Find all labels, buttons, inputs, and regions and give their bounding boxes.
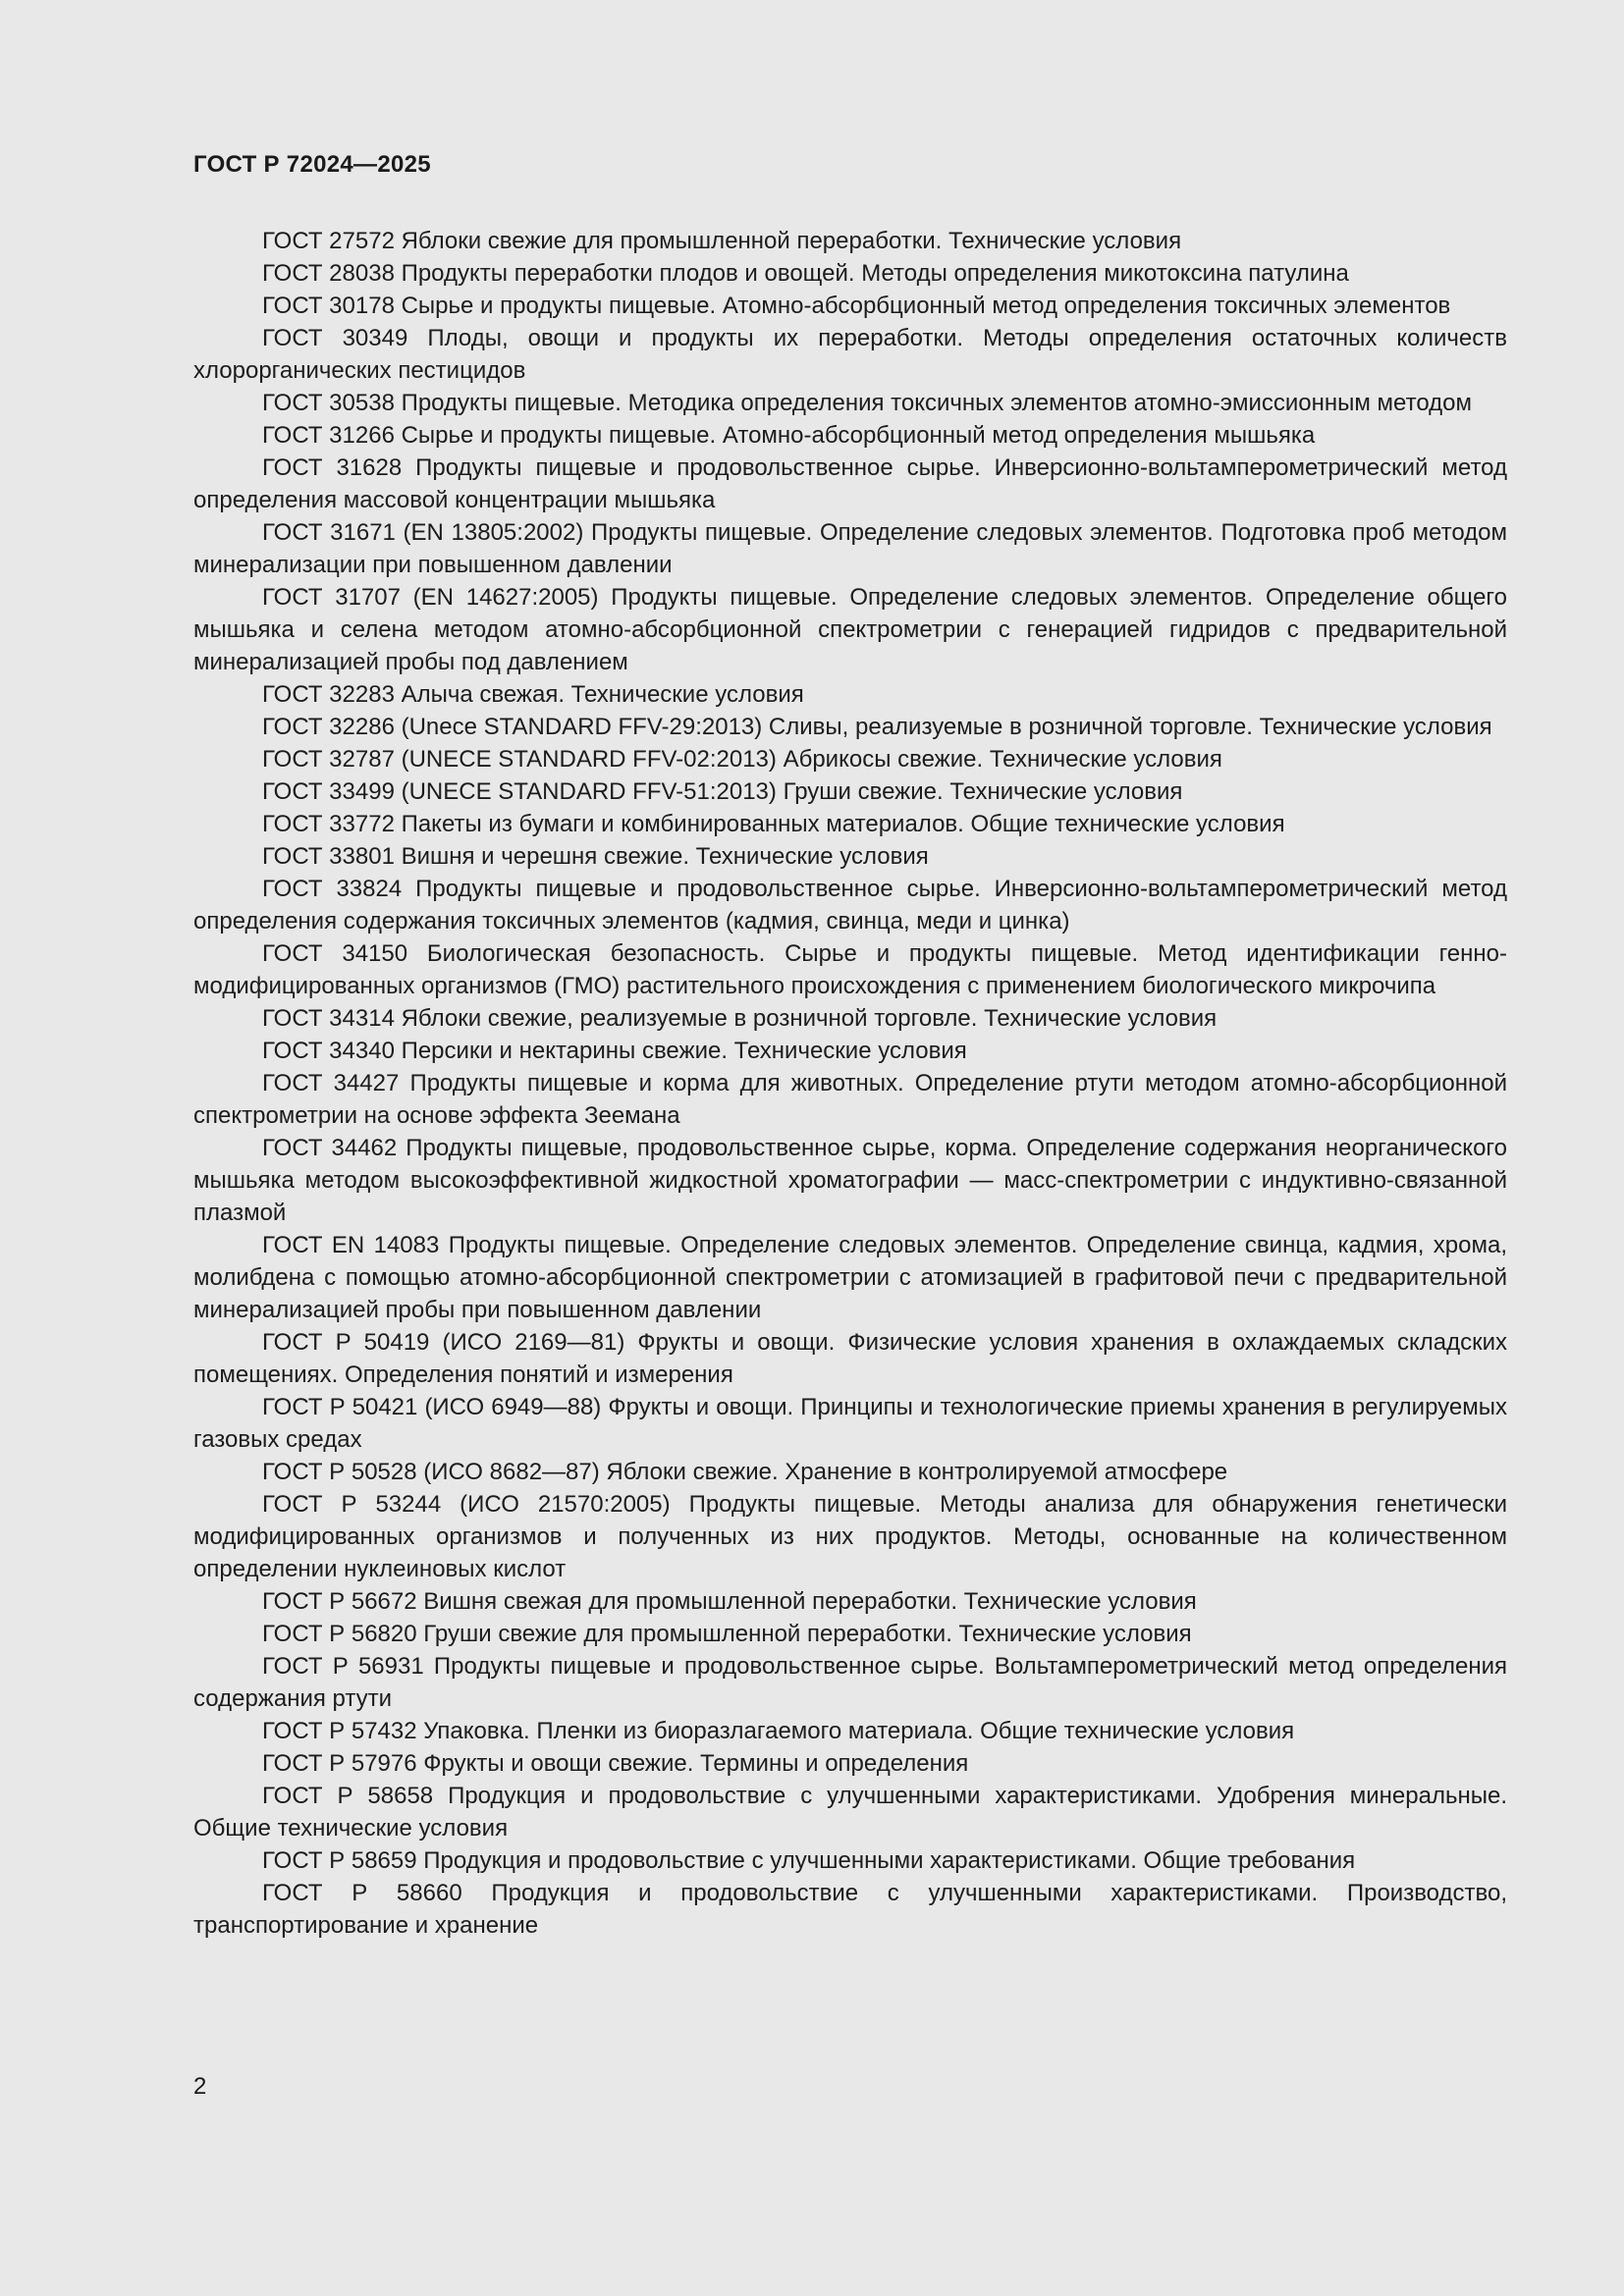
reference-item: ГОСТ 34340 Персики и нектарины свежие. Технические условия <box>262 1038 967 1064</box>
reference-item: ГОСТ 31266 Сырье и продукты пищевые. Атомно-абсорбционный метод определения мышьяка <box>262 422 1316 449</box>
reference-item: ГОСТ 33499 (UNECE STANDARD FFV-51:2013) Груши свежие. Технические условия <box>262 778 1183 805</box>
reference-item: ГОСТ 34150 Биологическая безопасность. Сырье и продукты пищевые. Метод идентификации генно-модифицированных организмов (ГМО) растительного происхождения с применением биологического микрочипа <box>193 940 1507 999</box>
reference-item: ГОСТ 31707 (EN 14627:2005) Продукты пищевые. Определение следовых элементов. Определение общего мышьяка и селена методом атомно-абсорбционной спектрометрии с генерацией гидридов с предварительной минерализацией пробы под давлением <box>193 584 1507 675</box>
reference-item: ГОСТ Р 58660 Продукция и продовольствие с улучшенными характеристиками. Производство, транспортирование и хранение <box>193 1880 1507 1939</box>
reference-item: ГОСТ 32787 (UNECE STANDARD FFV-02:2013) Абрикосы свежие. Технические условия <box>262 746 1222 773</box>
reference-item: ГОСТ 30349 Плоды, овощи и продукты их переработки. Методы определения остаточных количеств хлорорганических пестицидов <box>193 325 1507 384</box>
reference-item: ГОСТ 32283 Алыча свежая. Технические условия <box>262 681 804 708</box>
reference-item: ГОСТ 27572 Яблоки свежие для промышленной переработки. Технические условия <box>262 228 1182 254</box>
reference-item: ГОСТ Р 58658 Продукция и продовольствие с улучшенными характеристиками. Удобрения минеральные. Общие технические условия <box>193 1783 1507 1842</box>
reference-item: ГОСТ Р 56931 Продукты пищевые и продовольственное сырье. Вольтамперометрический метод определения содержания ртути <box>193 1653 1507 1712</box>
reference-item: ГОСТ 33824 Продукты пищевые и продовольственное сырье. Инверсионно-вольтамперометрический метод определения содержания токсичных элементов (кадмия, свинца, меди и цинка) <box>193 876 1507 934</box>
reference-item: ГОСТ 34462 Продукты пищевые, продовольственное сырье, корма. Определение содержания неорганического мышьяка методом высокоэффективной жидкостной хроматографии — масс-спектрометрии с индуктивно-связанной плазмой <box>193 1135 1507 1226</box>
reference-item: ГОСТ Р 56672 Вишня свежая для промышленной переработки. Технические условия <box>262 1588 1197 1615</box>
reference-item: ГОСТ Р 57976 Фрукты и овощи свежие. Термины и определения <box>262 1750 969 1777</box>
page-number: 2 <box>193 2073 207 2100</box>
reference-item: ГОСТ 34427 Продукты пищевые и корма для животных. Определение ртути методом атомно-абсорбционной спектрометрии на основе эффекта Зеемана <box>193 1070 1507 1129</box>
reference-item: ГОСТ Р 50528 (ИСО 8682—87) Яблоки свежие. Хранение в контролируемой атмосфере <box>262 1459 1228 1485</box>
reference-item: ГОСТ Р 58659 Продукция и продовольствие с улучшенными характеристиками. Общие требования <box>262 1847 1356 1874</box>
reference-item: ГОСТ Р 50421 (ИСО 6949—88) Фрукты и овощи. Принципы и технологические приемы хранения в регулируемых газовых средах <box>193 1394 1507 1453</box>
document-header: ГОСТ Р 72024—2025 <box>193 151 431 178</box>
reference-item: ГОСТ 30178 Сырье и продукты пищевые. Атомно-абсорбционный метод определения токсичных элементов <box>262 293 1451 319</box>
reference-item: ГОСТ 31671 (EN 13805:2002) Продукты пищевые. Определение следовых элементов. Подготовка проб методом минерализации при повышенном давлении <box>193 519 1507 578</box>
reference-item: ГОСТ 32286 (Unece STANDARD FFV-29:2013) Сливы, реализуемые в розничной торговле. Технические условия <box>262 714 1492 740</box>
reference-item: ГОСТ EN 14083 Продукты пищевые. Определение следовых элементов. Определение свинца, кадмия, хрома, молибдена с помощью атомно-абсорбционной спектрометрии с атомизацией в графитовой печи с предварительной минерализацией пробы при повышенном давлении <box>193 1232 1507 1323</box>
reference-item: ГОСТ 31628 Продукты пищевые и продовольственное сырье. Инверсионно-вольтамперометрический метод определения массовой концентрации мышьяка <box>193 454 1507 513</box>
normative-references-list <box>193 225 1507 1942</box>
reference-item: ГОСТ Р 53244 (ИСО 21570:2005) Продукты пищевые. Методы анализа для обнаружения генетически модифицированных организмов и полученных из них продуктов. Методы, основанные на количественном определении нуклеиновых кислот <box>193 1491 1507 1582</box>
reference-item: ГОСТ Р 50419 (ИСО 2169—81) Фрукты и овощи. Физические условия хранения в охлаждаемых складских помещениях. Определения понятий и измерения <box>193 1329 1507 1388</box>
reference-item: ГОСТ 34314 Яблоки свежие, реализуемые в розничной торговле. Технические условия <box>262 1005 1218 1032</box>
reference-item: ГОСТ Р 57432 Упаковка. Пленки из биоразлагаемого материала. Общие технические условия <box>262 1718 1295 1744</box>
reference-item: ГОСТ 30538 Продукты пищевые. Методика определения токсичных элементов атомно-эмиссионным методом <box>262 390 1472 416</box>
reference-item: ГОСТ 28038 Продукты переработки плодов и овощей. Методы определения микотоксина патулина <box>262 260 1349 287</box>
reference-item: ГОСТ 33772 Пакеты из бумаги и комбинированных материалов. Общие технические условия <box>262 811 1285 837</box>
reference-item: ГОСТ Р 56820 Груши свежие для промышленной переработки. Технические условия <box>262 1621 1192 1647</box>
reference-item: ГОСТ 33801 Вишня и черешня свежие. Технические условия <box>262 843 929 870</box>
